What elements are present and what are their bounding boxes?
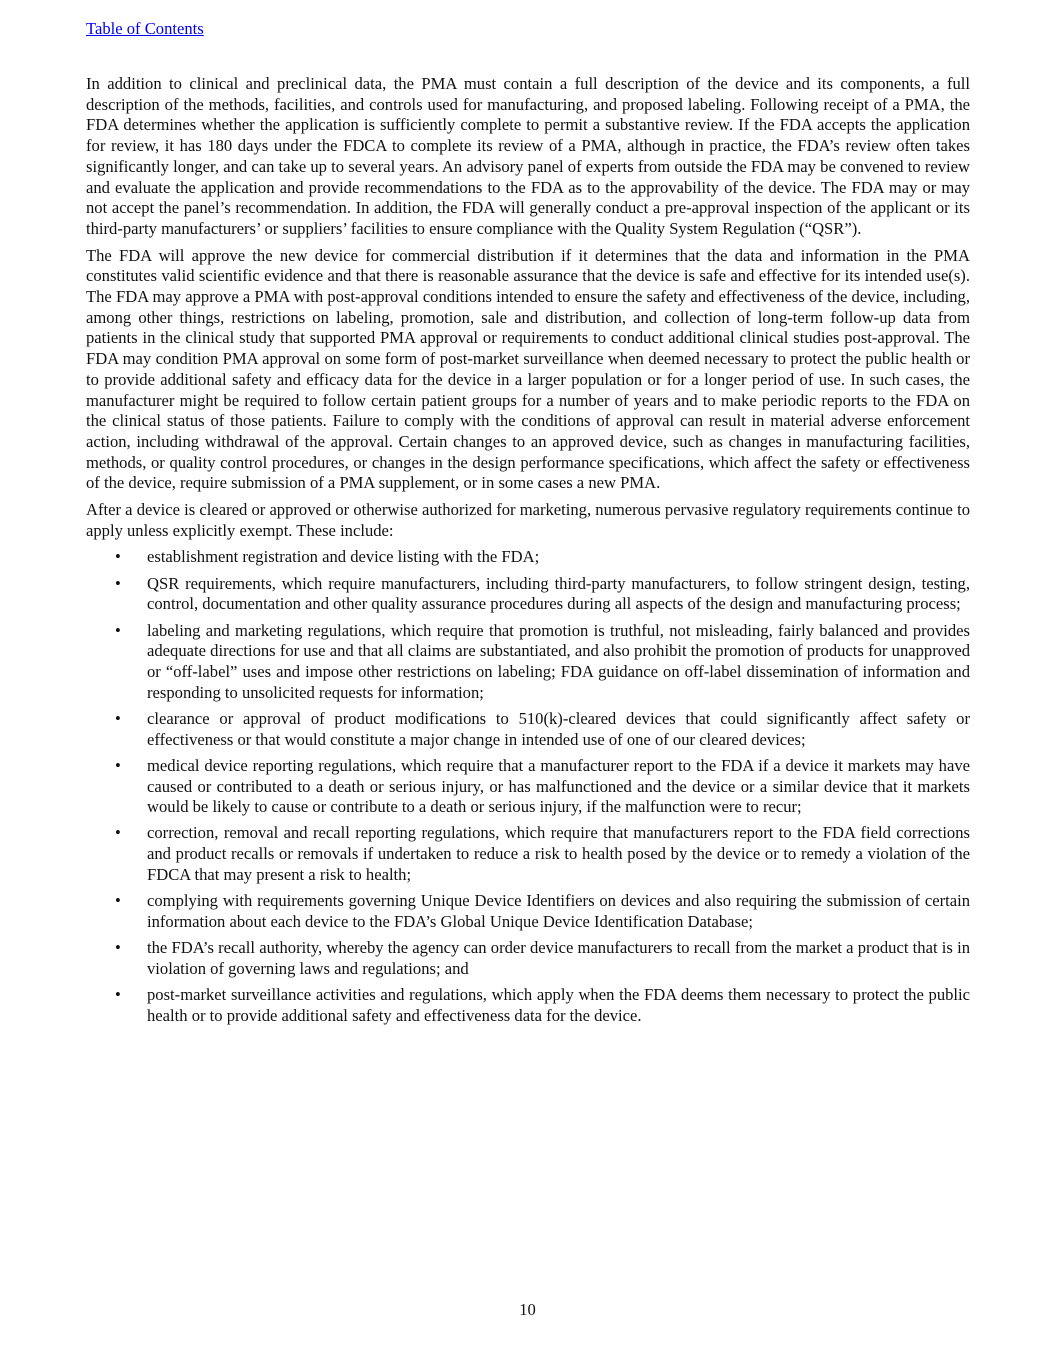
bullet-icon: • bbox=[115, 547, 121, 567]
list-item bbox=[86, 574, 970, 615]
list-item bbox=[86, 756, 970, 818]
list-item-text: correction, removal and recall reporting regulations, which require that manufacturers report to the FDA field corrections and product recalls or removals if undertaken to reduce a risk to health posed by the device or to remedy a violation of the FDCA that may present a risk to health; bbox=[147, 823, 970, 884]
bullet-icon: • bbox=[115, 573, 121, 593]
document-body bbox=[86, 74, 970, 1032]
list-item-text: the FDA’s recall authority, whereby the agency can order device manufacturers to recall from the market a product that is in violation of governing laws and regulations; and bbox=[147, 937, 970, 978]
list-item bbox=[86, 891, 970, 932]
list-item-text: complying with requirements governing Unique Device Identifiers on devices and also requiring the submission of certain information about each device to the FDA’s Global Unique Device Identification Database; bbox=[147, 891, 970, 931]
bullet-icon: • bbox=[115, 620, 121, 640]
bullet-icon: • bbox=[115, 708, 121, 728]
list-item-text: establishment registration and device listing with the FDA; bbox=[147, 547, 540, 567]
list-item-text: clearance or approval of product modifications to 510(k)-cleared devices that could significantly affect safety or effectiveness or that would constitute a major change in intended use of one of our cleared devices; bbox=[147, 708, 970, 749]
bullet-icon: • bbox=[115, 937, 121, 957]
list-item bbox=[86, 709, 970, 750]
list-item bbox=[86, 823, 970, 885]
list-item-text: post-market surveillance activities and regulations, which apply when the FDA deems them necessary to protect the public health or to provide additional safety and effectiveness data for the device. bbox=[147, 984, 970, 1025]
list-item-text: medical device reporting regulations, which require that a manufacturer report to the FDA if a device it markets may have caused or contributed to a death or serious injury, or has malfunctioned and the device or a similar device that it markets would be likely to cause or contribute to a death or serious injury, if the malfunction were to recur; bbox=[147, 755, 970, 817]
paragraph-pma-approval: The FDA will approve the new device for commercial distribution if it determines that the data and information in the PMA constitutes valid scientific evidence and that there is reasonable assurance that the device is safe and effective for its intended use(s). The FDA may approve a PMA with post-approval conditions intended to ensure the safety and effectiveness of the device, including, among other things, restrictions on labeling, promotion, sale and distribution, and collection of long-term follow-up data from patients in the clinical study that supported PMA approval or requirements to conduct additional clinical studies post-approval. The FDA may condition PMA approval on some form of post-market surveillance when deemed necessary to protect the public health or to provide additional safety and efficacy data for the device in a larger population or for a longer period of use. In such cases, the manufacturer might be required to follow certain patient groups for a number of years and to make periodic reports to the FDA on the clinical status of those patients. Failure to comply with the conditions of approval can result in material adverse enforcement action, including withdrawal of the approval. Certain changes to an approved device, such as changes in manufacturing facilities, methods, or quality control procedures, or changes in the design performance specifications, which affect the safety or effectiveness of the device, require submission of a PMA supplement, or in some cases a new PMA. bbox=[86, 245, 970, 493]
paragraph-post-market-intro: After a device is cleared or approved or otherwise authorized for marketing, numerous pervasive regulatory requirements continue to apply unless explicitly exempt. These include: bbox=[86, 500, 970, 540]
list-item bbox=[86, 985, 970, 1026]
bullet-icon: • bbox=[115, 891, 121, 911]
bullet-icon: • bbox=[115, 984, 121, 1004]
regulatory-requirements-list bbox=[86, 547, 970, 1026]
list-item bbox=[86, 938, 970, 979]
table-of-contents-link[interactable]: Table of Contents bbox=[86, 19, 204, 38]
list-item-text: labeling and marketing regulations, which require that promotion is truthful, not misleading, fairly balanced and provides adequate directions for use and that all claims are substantiated, and also prohibit the promotion of products for unapproved or “off-label” uses and impose other restrictions on labeling; FDA guidance on off-label dissemination of information and responding to unsolicited requests for information; bbox=[147, 620, 970, 702]
bullet-icon: • bbox=[115, 823, 121, 843]
page-number: 10 bbox=[519, 1300, 536, 1319]
paragraph-pma-contents: In addition to clinical and preclinical data, the PMA must contain a full description of the device and its components, a full description of the methods, facilities, and controls used for manufacturing, and proposed labeling. Following receipt of a PMA, the FDA determines whether the application is sufficiently complete to permit a substantive review. If the FDA accepts the application for review, it has 180 days under the FDCA to complete its review of a PMA, although in practice, the FDA’s review often takes significantly longer, and can take up to several years. An advisory panel of experts from outside the FDA may be convened to review and evaluate the application and provide recommendations to the FDA as to the approvability of the device. The FDA may or may not accept the panel’s recommendation. In addition, the FDA will generally conduct a pre-approval inspection of the applicant or its third-party manufacturers’ or suppliers’ facilities to ensure compliance with the Quality System Regulation (“QSR”). bbox=[86, 74, 970, 238]
list-item bbox=[86, 547, 970, 568]
bullet-icon: • bbox=[115, 755, 121, 775]
list-item bbox=[86, 621, 970, 704]
list-item-text: QSR requirements, which require manufacturers, including third-party manufacturers, to follow stringent design, testing, control, documentation and other quality assurance procedures during all aspects of the design and manufacturing process; bbox=[147, 573, 970, 614]
